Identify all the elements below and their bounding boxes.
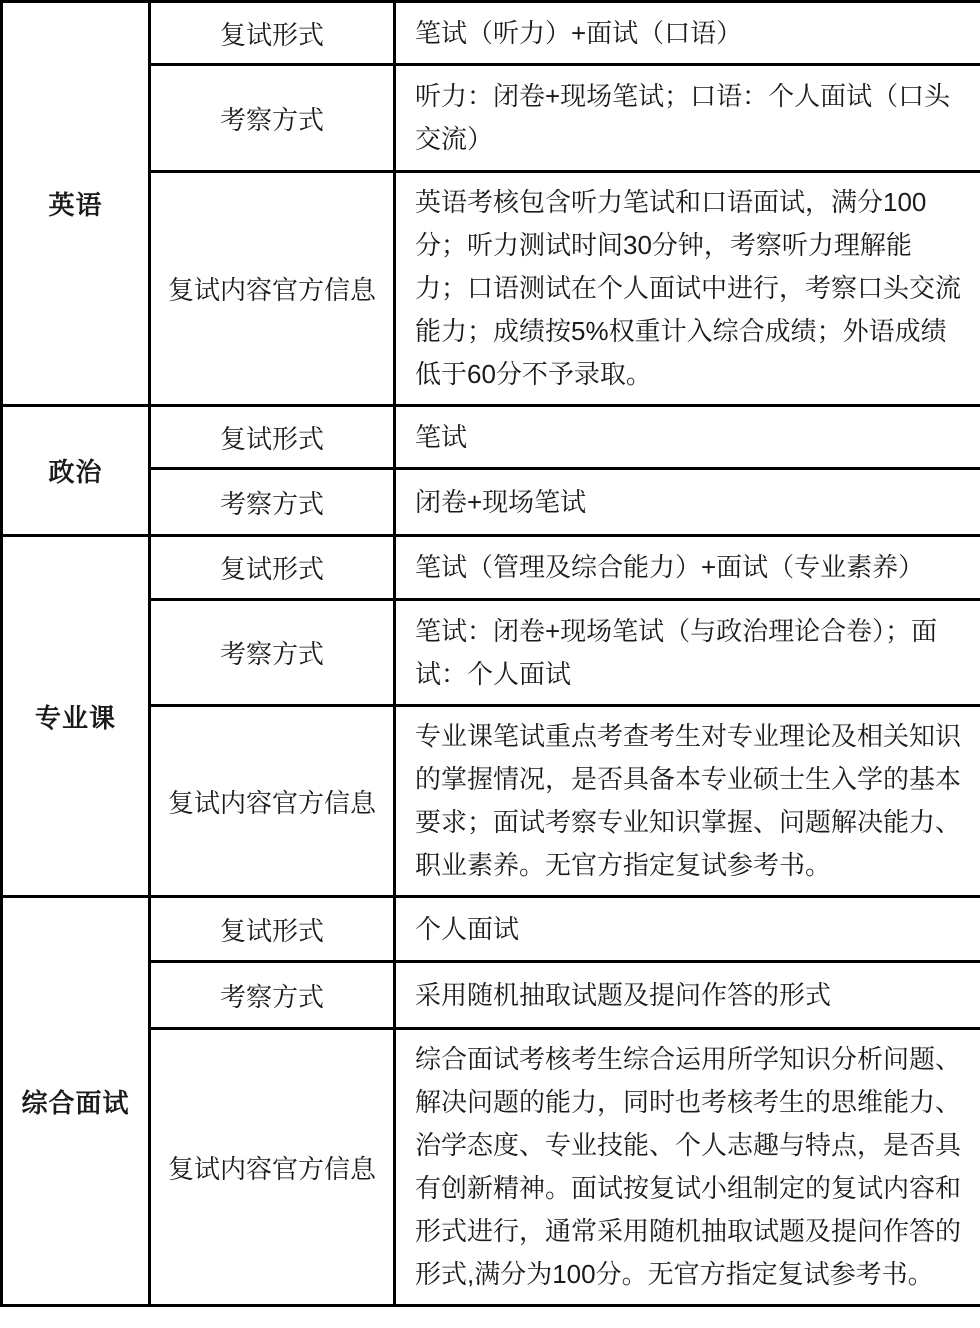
row-label-official-info: 复试内容官方信息 [150,172,395,406]
row-label-assessment-method: 考察方式 [150,600,395,706]
row-content: 笔试：闭卷+现场笔试（与政治理论合卷）；面试：个人面试 [395,600,980,706]
row-label-assessment-method: 考察方式 [150,962,395,1029]
row-content: 综合面试考核考生综合运用所学知识分析问题、解决问题的能力，同时也考核考生的思维能力、治学态度、专业技能、个人志趣与特点，是否具有创新精神。面试按复试小组制定的复试内容和形式进行，通常采用随机抽取试题及提问作答的形式,满分为100分。无官方指定复试参考书。 [395,1029,980,1306]
row-label-review-format: 复试形式 [150,406,395,469]
table-row [2,897,980,962]
row-content: 笔试（听力）+面试（口语） [395,2,980,65]
row-label-review-format: 复试形式 [150,897,395,962]
row-content: 闭卷+现场笔试 [395,469,980,536]
row-label-assessment-method: 考察方式 [150,65,395,172]
table-row [2,536,980,600]
row-content: 采用随机抽取试题及提问作答的形式 [395,962,980,1029]
row-label-official-info: 复试内容官方信息 [150,706,395,897]
subject-cell-english: 英语 [2,2,150,406]
row-label-official-info: 复试内容官方信息 [150,1029,395,1306]
subject-cell-major-course: 专业课 [2,536,150,897]
subject-cell-politics: 政治 [2,406,150,536]
row-content: 笔试 [395,406,980,469]
table-row [2,2,980,65]
row-content: 英语考核包含听力笔试和口语面试，满分100分；听力测试时间30分钟，考察听力理解能力；口语测试在个人面试中进行，考察口头交流能力；成绩按5%权重计入综合成绩；外语成绩低于60分不予录取。 [395,172,980,406]
row-content: 专业课笔试重点考查考生对专业理论及相关知识的掌握情况，是否具备本专业硕士生入学的基本要求；面试考察专业知识掌握、问题解决能力、职业素养。无官方指定复试参考书。 [395,706,980,897]
row-content: 个人面试 [395,897,980,962]
row-label-review-format: 复试形式 [150,2,395,65]
row-content: 听力：闭卷+现场笔试；口语：个人面试（口头交流） [395,65,980,172]
row-label-assessment-method: 考察方式 [150,469,395,536]
row-label-review-format: 复试形式 [150,536,395,600]
table-row [2,406,980,469]
subject-cell-comprehensive-interview: 综合面试 [2,897,150,1306]
row-content: 笔试（管理及综合能力）+面试（专业素养） [395,536,980,600]
